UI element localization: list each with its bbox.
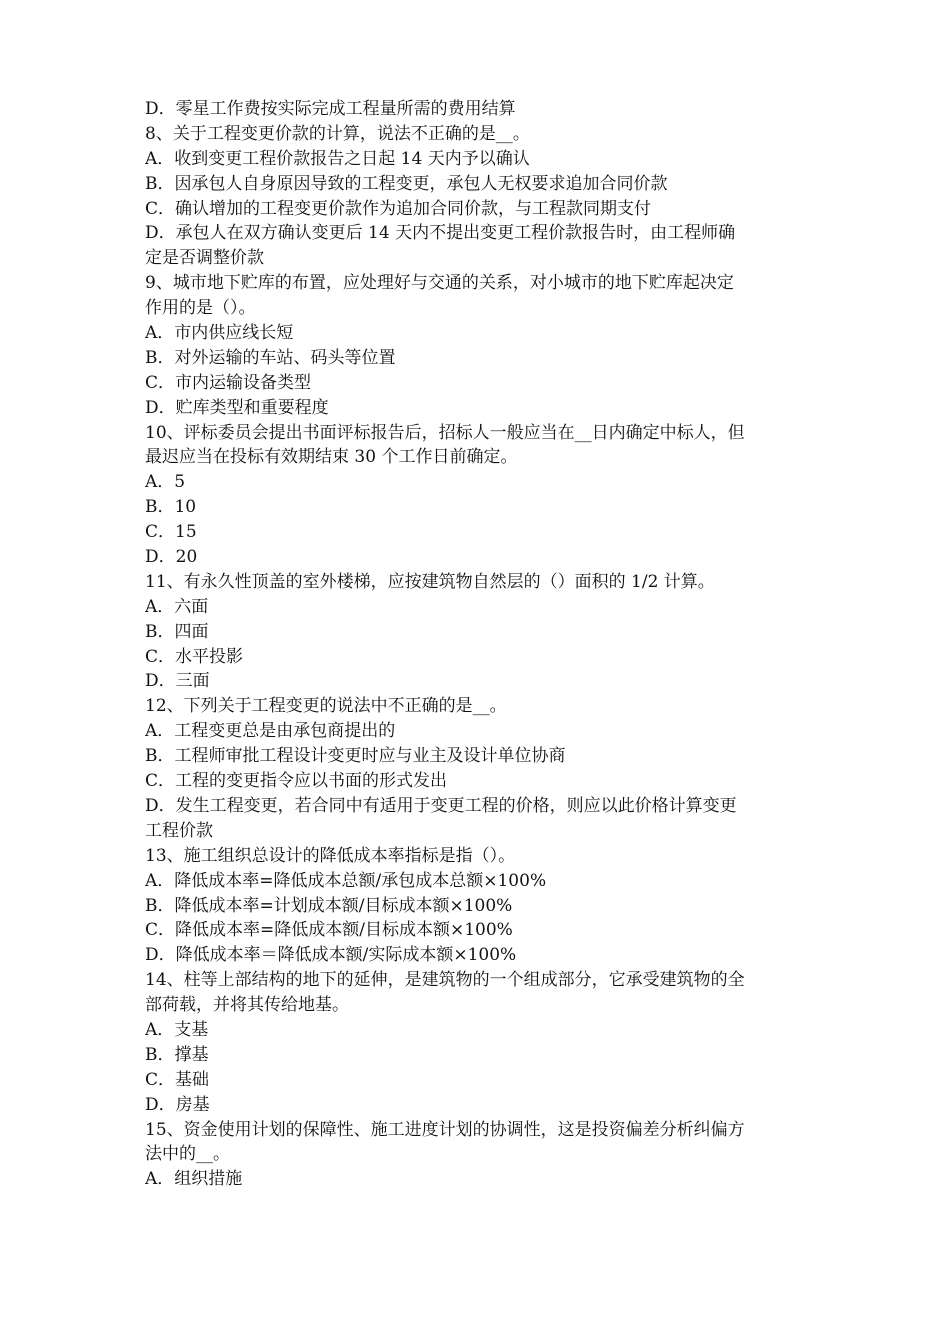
text-line: D．零星工作费按实际完成工程量所需的费用结算 — [145, 99, 516, 119]
option-c: C．降低成本率=降低成本额/目标成本额×100% — [145, 920, 513, 941]
option-b: B．撑基 — [145, 1044, 209, 1065]
option-d: D．贮库类型和重要程度 — [145, 397, 329, 418]
option-a: A．5 — [145, 472, 186, 493]
option-c: C．确认增加的工程变更价款作为追加合同价款，与工程款同期支付 — [145, 198, 652, 219]
option-d: D．20 — [145, 547, 198, 568]
option-b: B．10 — [145, 497, 197, 518]
option-b: B．四面 — [145, 621, 209, 642]
question-11: 11、有永久性顶盖的室外楼梯，应按建筑物自然层的（）面积的 1/2 计算。 — [145, 571, 715, 592]
question-15: 15、资金使用计划的保障性、施工进度计划的协调性，这是投资偏差分析纠偏方 — [145, 1119, 745, 1140]
option-d-continued: 工程价款 — [145, 820, 213, 841]
question-10-continued: 最迟应当在投标有效期结束 30 个工作日前确定。 — [145, 447, 518, 468]
option-b: B．对外运输的车站、码头等位置 — [145, 347, 396, 368]
option-a: A．六面 — [145, 596, 209, 617]
question-8: 8、关于工程变更价款的计算，说法不正确的是__。 — [145, 123, 530, 144]
question-14-continued: 部荷载，并将其传给地基。 — [145, 995, 349, 1016]
document-page — [145, 97, 815, 1192]
option-d-continued: 定是否调整价款 — [145, 248, 264, 269]
option-c: C．市内运输设备类型 — [145, 372, 312, 393]
question-13: 13、施工组织总设计的降低成本率指标是指（）。 — [145, 845, 516, 866]
option-d: D．降低成本率＝降低成本额/实际成本额×100% — [145, 945, 517, 966]
option-d: D．承包人在双方确认变更后 14 天内不提出变更工程价款报告时，由工程师确 — [145, 223, 736, 244]
option-a: A．组织措施 — [145, 1169, 243, 1190]
option-c: C．15 — [145, 522, 197, 543]
option-a: A．工程变更总是由承包商提出的 — [145, 721, 396, 742]
question-12: 12、下列关于工程变更的说法中不正确的是__。 — [145, 696, 507, 717]
option-d: D．发生工程变更，若合同中有适用于变更工程的价格，则应以此价格计算变更 — [145, 795, 737, 816]
question-10: 10、评标委员会提出书面评标报告后，招标人一般应当在__日内确定中标人，但 — [145, 422, 745, 443]
question-9-continued: 作用的是（）。 — [145, 298, 256, 319]
option-c: C．水平投影 — [145, 646, 244, 667]
option-a: A．降低成本率=降低成本总额/承包成本总额×100% — [145, 870, 547, 891]
option-b: B．降低成本率=计划成本额/目标成本额×100% — [145, 895, 513, 916]
option-d: D．房基 — [145, 1094, 210, 1115]
option-b: B．工程师审批工程设计变更时应与业主及设计单位协商 — [145, 746, 566, 767]
option-a: A．市内供应线长短 — [145, 323, 294, 344]
option-d: D．三面 — [145, 671, 210, 692]
question-14: 14、柱等上部结构的地下的延伸，是建筑物的一个组成部分，它承受建筑物的全 — [145, 970, 745, 991]
option-a: A．收到变更工程价款报告之日起 14 天内予以确认 — [145, 148, 530, 169]
option-c: C．工程的变更指令应以书面的形式发出 — [145, 771, 448, 792]
question-9: 9、城市地下贮库的布置，应处理好与交通的关系，对小城市的地下贮库起决定 — [145, 273, 734, 294]
option-a: A．支基 — [145, 1019, 209, 1040]
option-c: C．基础 — [145, 1069, 210, 1090]
option-b: B．因承包人自身原因导致的工程变更，承包人无权要求追加合同价款 — [145, 173, 668, 194]
question-15-continued: 法中的__。 — [145, 1144, 230, 1165]
